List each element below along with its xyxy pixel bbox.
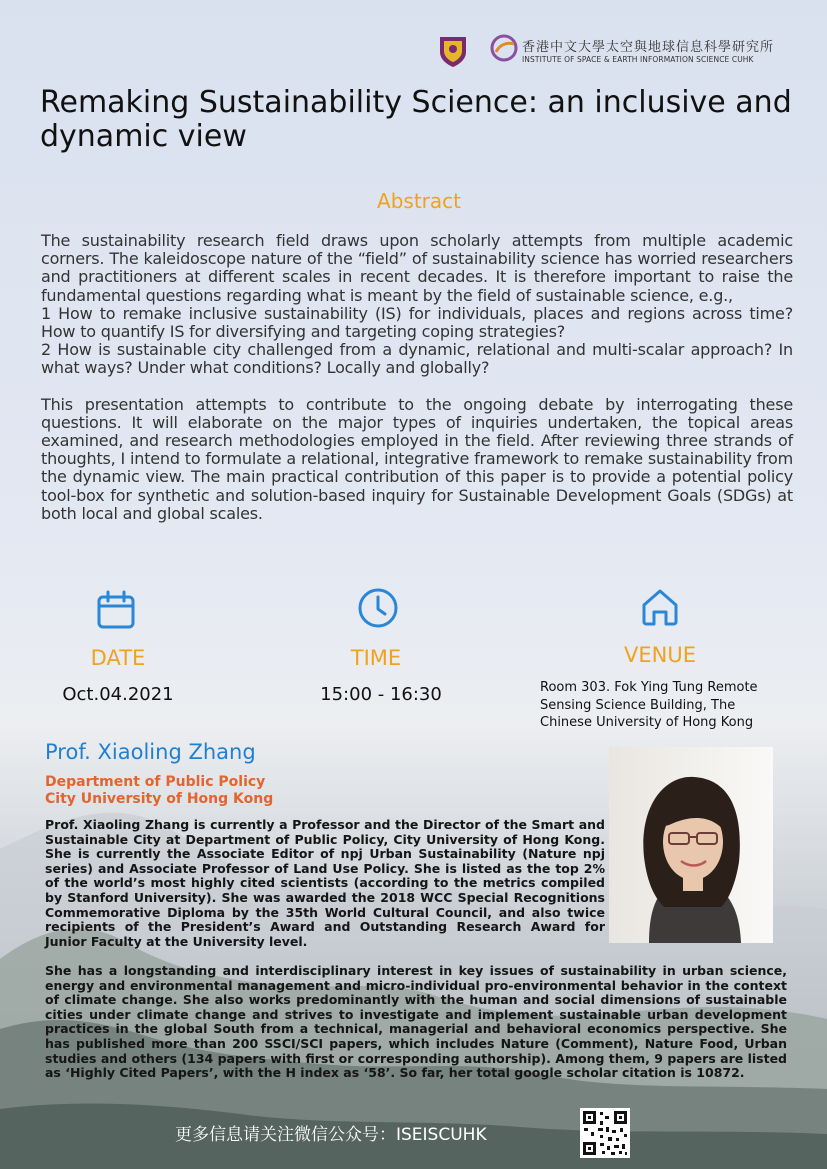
abstract-line-question-2: 2 How is sustainable city challenged from a dynamic, relational and multi-scalar approach? In what ways? Under what conditions? Locally and globally? (41, 340, 793, 378)
calendar-icon (95, 589, 137, 631)
time-value: 15:00 - 16:30 (320, 684, 442, 705)
abstract-line-intro: The sustainability research field draws upon scholarly attempts from multiple academic corners. The kaleidoscope nature of the “field” of sustainability science has worried researchers and practitioners at different scales in recent decades. It is therefore important to raise the fundamental questions regarding what is meant by the field of sustainable science, e.g., (41, 231, 793, 305)
wechat-qr-code (580, 1108, 630, 1158)
institute-name-english: INSTITUTE OF SPACE & EARTH INFORMATION SCIENCE CUHK (522, 55, 754, 64)
time-label: TIME (350, 646, 402, 670)
speaker-university: City University of Hong Kong (45, 791, 274, 807)
home-icon (639, 586, 681, 628)
date-value: Oct.04.2021 (62, 684, 174, 705)
iseis-logo (490, 34, 518, 62)
abstract-paragraph-2: This presentation attempts to contribute to the ongoing debate by interrogating these questions. It will elaborate on the major types of inquiries undertaken, the topical areas examined, and research methodologies employed in the field. After reviewing three strands of thoughts, I intend to formulate a relational, integrative framework to remake sustainability from the dynamic view. The main practical contribution of this paper is to provide a potential policy tool-box for synthetic and solution-based inquiry for Sustainable Development Goals (SDGs) at both local and global scales. (41, 394, 793, 523)
venue-label: VENUE (624, 643, 696, 667)
abstract-heading: Abstract (377, 189, 461, 213)
speaker-bio-paragraph-2: She has a longstanding and interdisciplinary interest in key issues of sustainability in urban science, energy and environmental management and micro-individual pro-environmental behavior in the context of climate change. She also works predominantly with the human and social dimensions of sustainable cities under climate change and strives to investigate and implement sustainable urban development practices in the global South from a technical, managerial and behavioral economics perspective. She has published more than 200 SSCI/SCI papers, which includes Nature (Comment), Nature Food, Urban studies and others (134 papers with first or corresponding authorship). Among them, 9 papers are listed as ‘Highly Cited Papers’, with the H index as ‘58’. So far, her total google scholar citation is 10872. (45, 963, 787, 1081)
date-label: DATE (90, 646, 146, 670)
abstract-line-question-1: 1 How to remake inclusive sustainability (IS) for individuals, places and regions across time? How to quantify IS for diversifying and targeting coping strategies? (41, 303, 793, 342)
clock-icon (357, 587, 399, 629)
speaker-name: Prof. Xiaoling Zhang (45, 740, 256, 764)
abstract-body (41, 232, 793, 523)
institute-name-chinese: 香港中文大學太空與地球信息科學研究所 (522, 40, 775, 55)
wechat-footer-text: 更多信息请关注微信公众号：ISEISCUHK (175, 1125, 487, 1145)
venue-value: Room 303. Fok Ying Tung Remote Sensing Science Building, The Chinese University of Hong Kong (540, 680, 758, 730)
page-title: Remaking Sustainability Science: an inclusive and dynamic view (40, 85, 792, 154)
speaker-affiliation (45, 774, 273, 808)
speaker-bio-paragraph-1: Prof. Xiaoling Zhang is currently a Professor and the Director of the Smart and Sustainable City at Department of Public Policy, City University of Hong Kong. She is currently the Associate Editor of npj Urban Sustainability (Nature npj series) and Associate Professor of Land Use Policy. She is listed as the top 2% of the world’s most highly cited scientists (according to the metrics compiled by Stanford University). She was awarded the 2018 WCC Special Recognitions Commemorative Diploma by the 35th World Cultural Council, and also twice recipients of the President’s Award and Outstanding Research Award for Junior Faculty at the University level. (45, 817, 605, 949)
speaker-photo (609, 747, 773, 943)
abstract-paragraph-1 (41, 232, 793, 378)
speaker-department: Department of Public Policy (45, 774, 266, 790)
cuhk-crest-logo (436, 34, 470, 68)
